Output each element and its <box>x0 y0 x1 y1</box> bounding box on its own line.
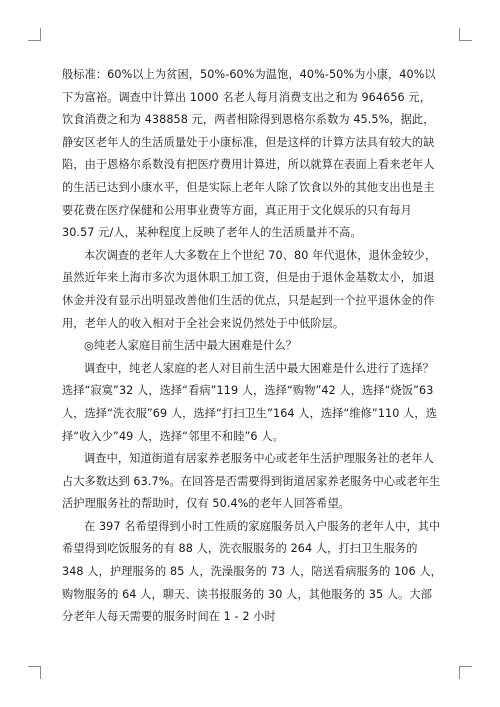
crop-mark-bottom-left <box>28 666 41 679</box>
section-heading-biggest-difficulty: ◎纯老人家庭目前生活中最大困难是什么？ <box>84 339 298 353</box>
paragraph-service-center-awareness: 调查中，知道街道有居家养老服务中心或老年生活护理服务社的老年人占大多数达到 63.7%。在回答是否需要得到街道居家养老服务中心或老年生活护理服务社的帮助时，仅有 50.4%的老年人回答希望。 <box>62 452 441 511</box>
paragraph-retirement-income: 本次调查的老年人大多数在上个世纪 70、80 年代退休，退休金较少，虽然近年来上海市多次为退休职工加工资，但是由于退休金基数太小，加退休金并没有显示出明显改善他们生活的优点，只是起到一个拉平退休金的作用，老年人的收入相对于全社会来说仍然处于中低阶层。 <box>62 248 437 330</box>
crop-mark-top-left <box>28 28 41 41</box>
crop-mark-bottom-right <box>459 666 472 679</box>
paragraph-difficulty-choices: 调查中，纯老人家庭的老人对目前生活中最大困难是什么进行了选择？选择“寂寞”32 人，选择“看病”119 人，选择“购物”42 人，选择“烧饭”63 人，选择“洗衣服”69 人，选择“打扫卫生”164 人，选择“维修”110 人，选择“收入少”49 人，选择“邻里不和睦”6 人。 <box>62 361 437 443</box>
crop-mark-top-right <box>459 28 472 41</box>
paragraph-engel-coefficient: 般标准：60%以上为贫困，50%-60%为温饱，40%-50%为小康，40%以下为富裕。调查中计算出 1000 名老人每月消费支出之和为 964656 元，饮食消费之和为 438858 元，两者相除得到恩格尔系数为 45.5%，据此，静安区老年人的生活质量处于小康标准，但是这样的计算方法具有较大的缺陷，由于恩格尔系数没有把医疗费用计算进，所以就算在表面上看来老年人的生活已达到小康水平，但是实际上老年人除了饮食以外的其他支出也是主要花费在医疗保健和公用事业费等方面，真正用于文化娱乐的只有每月 30.57 元/人，某种程度上反映了老年人的生活质量并不高。 <box>62 68 436 240</box>
paragraph-home-service-needs: 在 397 名希望得到小时工性质的家庭服务员入户服务的老年人中，其中希望得到吃饭服务的有 88 人，洗衣服服务的 264 人，打扫卫生服务的 348 人，护理服务的 85 人，洗澡服务的 73 人，陪送看病服务的 106 人，购物服务的 64 人，聊天、读书报服务的 30 人，其他服务的 35 人。大部分老年人每天需要的服务时间在 1 - 2 小时 <box>62 519 442 624</box>
document-body <box>62 64 442 629</box>
